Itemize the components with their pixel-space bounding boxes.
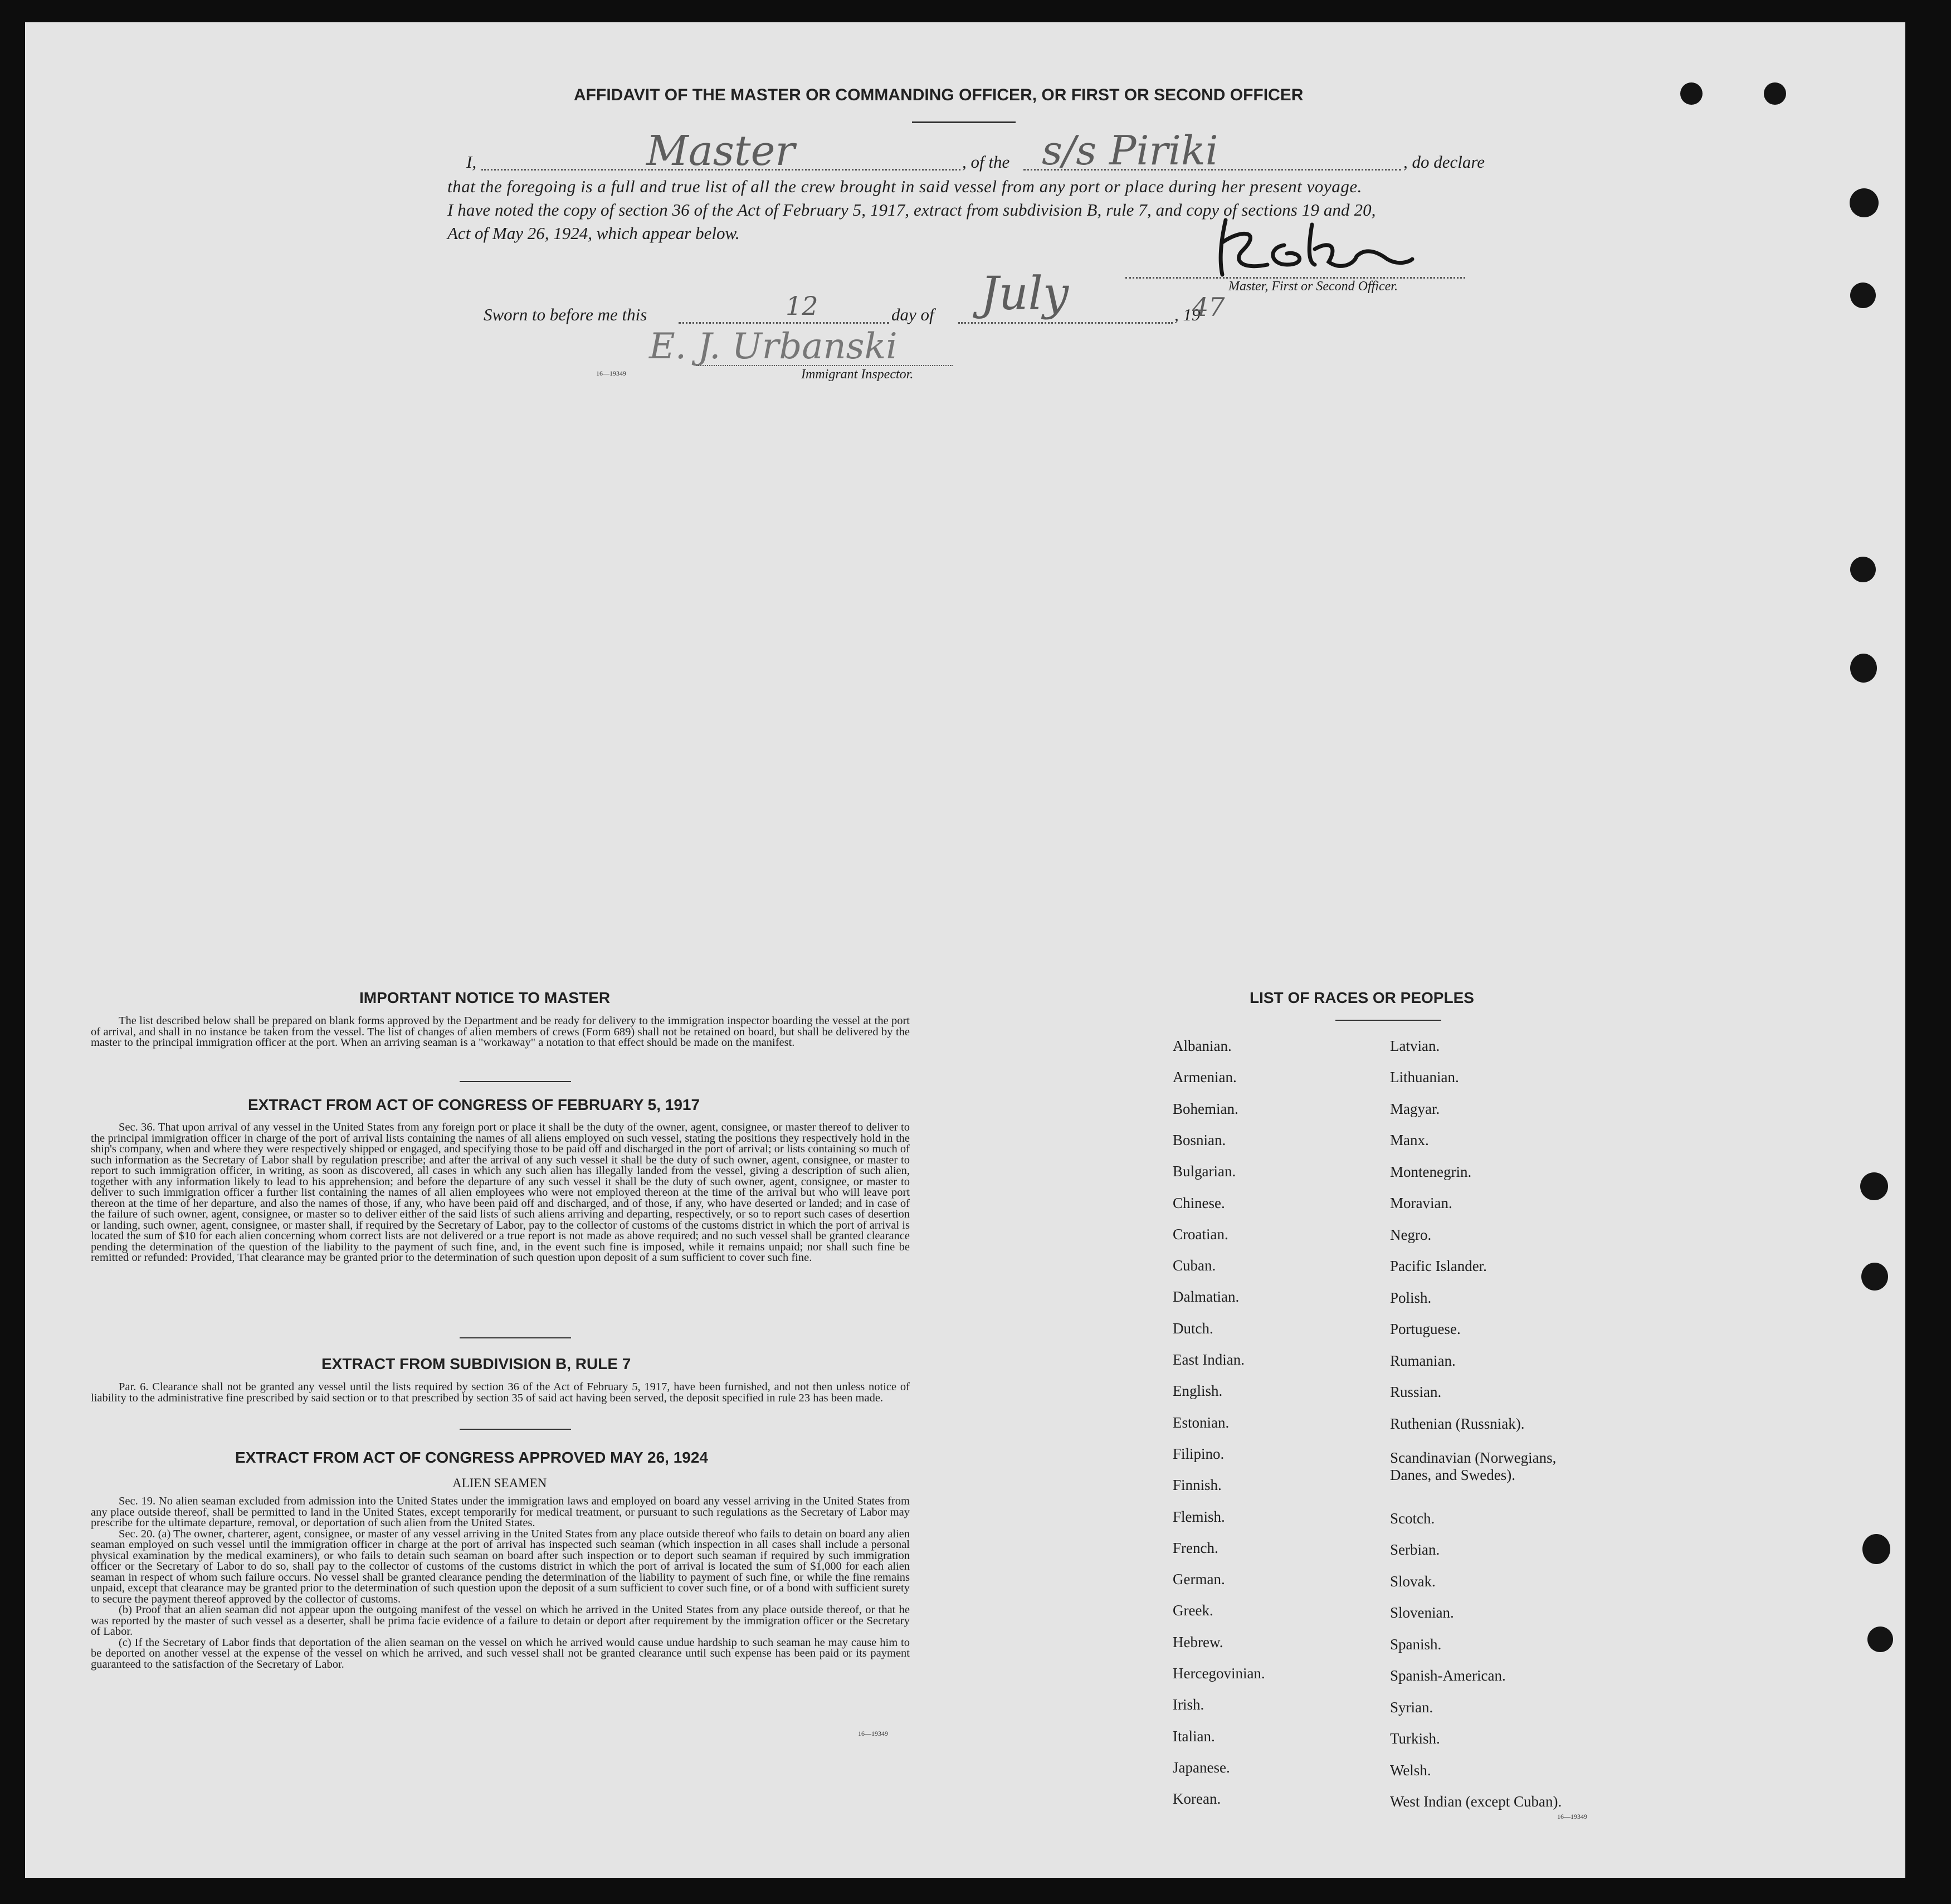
race-item: Finnish.	[1173, 1477, 1222, 1494]
title-underline	[912, 121, 1016, 123]
race-item: Scandinavian (Norwegians, Danes, and Swedes).	[1390, 1449, 1557, 1483]
race-item: Portuguese.	[1390, 1321, 1461, 1337]
race-item: Irish.	[1173, 1696, 1204, 1713]
section-divider	[460, 1429, 571, 1430]
declaration-line-2: that the foregoing is a full and true list of all the crew brought in said vessel from any port or place during her present voyage.	[447, 177, 1362, 196]
par-6-paragraph: Par. 6. Clearance shall not be granted any vessel until the lists required by section 36 of the Act of February 5, 1917, have been furnished, and not then unless notice of liability to the administrative fine prescribed by said section or to that prescribed by section 35 of said act having been served, the deposit specified in rule 23 has been made.	[91, 1381, 910, 1404]
race-item: Latvian.	[1390, 1038, 1440, 1054]
race-item: Slovak.	[1390, 1573, 1436, 1590]
race-item: Russian.	[1390, 1384, 1442, 1400]
race-item: Slovenian.	[1390, 1604, 1454, 1621]
race-item: Filipino.	[1173, 1445, 1225, 1462]
sec-20c-paragraph: (c) If the Secretary of Labor finds that deportation of the alien seaman on the vessel on which he arrived would cause undue hardship to such seaman he may cause him to be deported on another vessel at the expense of the vessel on which he arrived, and such vessel shall not be granted clearance until such expense has been paid or its payment guaranteed to the satisfaction of the Secretary of Labor.	[91, 1636, 910, 1671]
punch-hole	[1862, 1534, 1890, 1564]
inspector-signature: E. J. Urbanski	[649, 326, 898, 367]
sec-20b-paragraph: (b) Proof that an alien seaman did not appear upon the outgoing manifest of the vessel on which he arrived in the United States from any place outside thereof, or that he was reported by the master of such vessel as a deserter, shall be prima facie evidence of a failure to detain or deport after requirement by the immigration officer or the Secretary of Labor.	[91, 1604, 910, 1638]
year-handwriting: 47	[1192, 292, 1225, 322]
declaration-line-4: Act of May 26, 1924, which appear below.	[447, 223, 740, 243]
race-item: Albanian.	[1173, 1038, 1232, 1054]
race-item: Spanish-American.	[1390, 1667, 1506, 1684]
punch-hole	[1867, 1627, 1893, 1652]
race-item: English.	[1173, 1382, 1223, 1400]
race-item: Manx.	[1390, 1132, 1429, 1148]
punch-hole	[1861, 1263, 1888, 1291]
alien-seamen-subheading: ALIEN SEAMEN	[452, 1476, 547, 1490]
form-number: 16—19349	[1557, 1813, 1587, 1820]
rule-7-text	[91, 1382, 910, 1404]
month-field-line	[958, 322, 1173, 324]
race-item: Lithuanian.	[1390, 1069, 1459, 1085]
master-handwriting: Master	[646, 127, 795, 175]
race-item: Dalmatian.	[1173, 1288, 1240, 1306]
vessel-handwriting: s/s Piriki	[1042, 127, 1218, 174]
punch-hole	[1680, 82, 1703, 105]
do-declare-label: , do declare	[1403, 152, 1485, 172]
section-divider	[460, 1337, 571, 1338]
races-heading: LIST OF RACES OR PEOPLES	[1250, 989, 1474, 1006]
punch-hole	[1850, 283, 1876, 308]
notice-heading: IMPORTANT NOTICE TO MASTER	[359, 989, 611, 1006]
inspector-caption: Immigrant Inspector.	[801, 367, 914, 382]
race-item: Spanish.	[1390, 1636, 1442, 1653]
day-handwriting: 12	[786, 291, 818, 321]
race-item: Armenian.	[1173, 1069, 1237, 1086]
sworn-label: Sworn to before me this	[484, 305, 647, 324]
race-item: West Indian (except Cuban).	[1390, 1793, 1562, 1810]
race-item: Scotch.	[1390, 1510, 1435, 1527]
form-number: 16—19349	[596, 369, 626, 377]
act-1924-text	[91, 1496, 910, 1670]
sec-36-paragraph: Sec. 36. That upon arrival of any vessel in the United States from any foreign port or place it shall be the duty of the owner, agent, consignee, or master thereof to deliver to the principal immigration officer in charge of the port of arrival lists containing the names of all aliens employed on such vessel, stating the positions they respectively hold in the ship's company, when and where they were respectively shipped or engaged, and specifying those to be paid off and discharged in the port of arrival; or lists containing so much of such information as the Secretary of Labor shall by regulation prescribe; and after the arrival of any such vessel it shall be the duty of such owner, agent, consignee, or master to report to such immigration officer, in writing, as soon as discovered, all cases in which any such alien has illegally landed from the vessel, giving a description of such alien, together with any information likely to lead to his apprehension; and before the departure of any such vessel it shall be the duty of such owner, agent, consignee, or master to deliver to such immigration officer a further list containing the names of all alien employees who were not employed thereon at the time of the arrival but who will leave port thereon at the time of her departure, and also the names of those, if any, who have been paid off and discharged, and of those, if any, who have deserted or landed; and in case of the failure of such owner, agent, consignee, or master so to deliver either of the said lists of such aliens arriving and departing, respectively, or so to report such cases of desertion or landing, such owner, agent, consignee, or master shall, if required by the Secretary of Labor, pay to the collector of customs of the customs district in which the port of arrival is located the sum of $10 for each alien concerning whom correct lists are not delivered or a true report is not made as above required; and no such vessel shall be granted clearance pending the determination of the question of the liability to the payment of such fine, and, in the event such fine is imposed, while it remains unpaid; nor shall such fine be remitted or refunded: Provided, That clearance may be granted prior to the determination of such question upon deposit of a sum sufficient to cover such fine.	[91, 1121, 910, 1264]
race-item: East Indian.	[1173, 1351, 1245, 1368]
day-of-label: day of	[891, 305, 934, 324]
race-item: Greek.	[1173, 1602, 1213, 1619]
race-item: Bohemian.	[1173, 1100, 1238, 1117]
declaration-i: I,	[466, 152, 477, 172]
notice-paragraph: The list described below shall be prepared on blank forms approved by the Department and be ready for delivery to the immigration inspector boarding the vessel at the port of arrival, and shall in no instance be taken from the vessel. The list of changes of alien members of crews (Form 689) shall not be retained on board, but shall be delivered by the master to the principal immigration officer at the port. When an arriving seaman is a "workaway" a notation to that effect should be made on the manifest.	[91, 1015, 910, 1049]
race-item: Hercegovinian.	[1173, 1665, 1265, 1682]
race-item: Italian.	[1173, 1727, 1215, 1745]
race-item: Negro.	[1390, 1226, 1432, 1243]
race-item: Hebrew.	[1173, 1633, 1223, 1650]
race-item: German.	[1173, 1571, 1225, 1588]
race-item: Montenegrin.	[1390, 1163, 1472, 1180]
race-item: Croatian.	[1173, 1225, 1228, 1243]
of-the-label: , of the	[962, 152, 1010, 172]
master-signature	[1209, 209, 1443, 281]
affidavit-title: AFFIDAVIT OF THE MASTER OR COMMANDING OFFICER, OR FIRST OR SECOND OFFICER	[574, 86, 1304, 104]
race-item: Cuban.	[1173, 1257, 1216, 1274]
notice-text	[91, 1016, 910, 1049]
declaration-line-3: I have noted the copy of section 36 of the Act of February 5, 1917, extract from subdivision B, rule 7, and copy of sections 19 and 20,	[447, 200, 1376, 220]
rule-7-heading: EXTRACT FROM SUBDIVISION B, RULE 7	[321, 1355, 631, 1372]
punch-hole	[1850, 654, 1877, 683]
race-item: Ruthenian (Russniak).	[1390, 1415, 1525, 1432]
race-item: Syrian.	[1390, 1699, 1433, 1716]
form-number: 16—19349	[858, 1730, 888, 1737]
race-item: Korean.	[1173, 1790, 1221, 1808]
race-item: Magyar.	[1390, 1100, 1440, 1117]
race-item: Rumanian.	[1390, 1352, 1456, 1369]
act-1917-heading: EXTRACT FROM ACT OF CONGRESS OF FEBRUARY 5, 1917	[248, 1096, 700, 1113]
day-field-line	[679, 322, 889, 324]
punch-hole	[1850, 557, 1876, 582]
act-1924-heading: EXTRACT FROM ACT OF CONGRESS APPROVED MAY 26, 1924	[235, 1449, 708, 1466]
race-item: Bosnian.	[1173, 1131, 1226, 1148]
race-item: Flemish.	[1173, 1508, 1225, 1525]
race-item: Dutch.	[1173, 1319, 1213, 1337]
act-1917-text	[91, 1122, 910, 1264]
signature-caption: Master, First or Second Officer.	[1228, 279, 1398, 294]
race-item: Turkish.	[1390, 1730, 1440, 1747]
punch-hole	[1850, 188, 1879, 217]
race-item: Japanese.	[1173, 1759, 1230, 1776]
race-item: French.	[1173, 1539, 1218, 1556]
race-item: Serbian.	[1390, 1541, 1440, 1558]
race-item: Pacific Islander.	[1390, 1258, 1487, 1274]
section-divider	[460, 1081, 571, 1082]
signature-line	[1125, 277, 1465, 279]
inspector-line	[696, 365, 953, 366]
race-item: Welsh.	[1390, 1762, 1431, 1779]
races-divider	[1335, 1020, 1441, 1021]
month-handwriting: July	[981, 267, 1069, 320]
year-prefix: , 19	[1174, 305, 1201, 324]
sec-19-paragraph: Sec. 19. No alien seaman excluded from admission into the United States under the immigration laws and employed on board any vessel arriving in the United States from any place outside thereof, shall be permitted to land in the United States, except temporarily for medical treatment, or pursuant to such regulations as the Secretary of Labor may prescribe for the ultimate departure, removal, or deportation of such alien from the United States.	[91, 1495, 910, 1529]
sec-20a-paragraph: Sec. 20. (a) The owner, charterer, agent, consignee, or master of any vessel arriving in the United States from any place outside thereof who fails to detain on board any alien seaman employed on such vessel until the immigration officer in charge at the port of arrival has inspected such seaman (which inspection in all cases shall include a personal physical examination by the medical examiners), or who fails to detain such seaman on board after such inspection or to deport such seaman if required by such immigration officer or the Secretary of Labor to do so, shall pay to the collector of customs of the customs district in which the port of arrival is located the sum of $1,000 for each alien seaman in respect of whom such failure occurs. No vessel shall be granted clearance pending the determination of the liability to payment of such fine, or while the fine remains unpaid, except that clearance may be granted prior to the determination of such question upon the deposit of a sum sufficient to cover such fine, or of a bond with sufficient surety to secure the payment thereof approved by the collector of customs.	[91, 1527, 910, 1605]
race-item: Estonian.	[1173, 1414, 1230, 1431]
punch-hole	[1860, 1172, 1888, 1200]
race-item: Chinese.	[1173, 1194, 1225, 1211]
punch-hole	[1764, 82, 1786, 105]
race-item: Polish.	[1390, 1289, 1432, 1306]
race-item: Moravian.	[1390, 1195, 1452, 1211]
race-item: Bulgarian.	[1173, 1163, 1236, 1180]
